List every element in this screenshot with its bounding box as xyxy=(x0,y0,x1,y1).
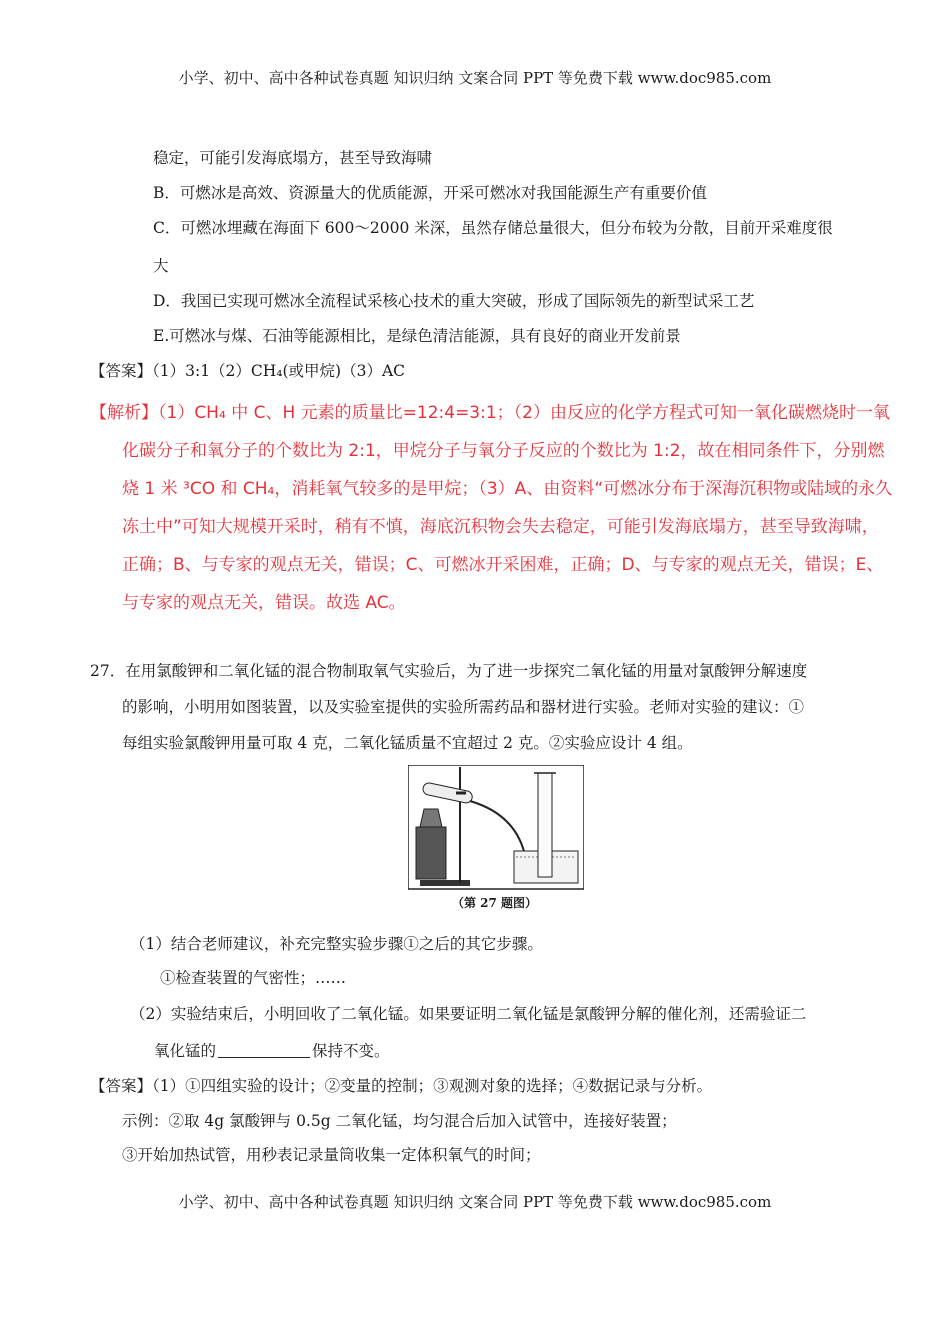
measuring-cylinder xyxy=(538,773,552,877)
q27-stem-line1: 27．在用氯酸钾和二氧化锰的混合物制取氧气实验后，为了进一步探究二氧化锰的用量对氯酸钾分解速度 xyxy=(90,662,808,680)
analysis-line: 【解析】（1）CH₄ 中 C、H 元素的质量比=12:4=3:1；（2）由反应的化学方程式可知一氧化碳燃烧时一氧 xyxy=(90,403,890,423)
option-d: D．我国已实现可燃冰全流程试采核心技术的重大突破，形成了国际领先的新型试采工艺 xyxy=(153,292,755,310)
q27-stem-line3: 每组实验氯酸钾用量可取 4 克，二氧化锰质量不宜超过 2 克。②实验应设计 4 组。 xyxy=(122,734,693,752)
answer-27-line3: ③开始加热试管，用秒表记录量筒收集一定体积氧气的时间； xyxy=(122,1146,541,1164)
option-c-line2: 大 xyxy=(153,257,169,275)
answer-27-line2: 示例：②取 4g 氯酸钾与 0.5g 二氧化锰，均匀混合后加入试管中，连接好装置； xyxy=(122,1112,677,1130)
stand-base xyxy=(420,880,470,886)
q27-sub2-line2 xyxy=(154,1041,390,1061)
option-a-continuation: 稳定，可能引发海底塌方，甚至导致海啸 xyxy=(153,149,433,167)
answer-blank[interactable] xyxy=(218,1041,310,1058)
apparatus-figure xyxy=(408,765,584,915)
flame xyxy=(420,809,442,827)
q27-sub1: （1）结合老师建议，补充完整实验步骤①之后的其它步骤。 xyxy=(130,935,543,953)
answer-27-line1: 【答案】（1）①四组实验的设计；②变量的控制；③观测对象的选择；④数据记录与分析。 xyxy=(90,1077,713,1095)
analysis-line: 正确；B、与专家的观点无关，错误；C、可燃冰开采困难，正确；D、与专家的观点无关，错误；E、 xyxy=(122,555,884,575)
analysis-line: 冻土中”可知大规模开采时，稍有不慎，海底沉积物会失去稳定，可能引发海底塌方，甚至导致海啸， xyxy=(122,517,879,537)
sub2-suffix: 保持不变。 xyxy=(312,1042,390,1060)
analysis-line: 烧 1 米 ³CO 和 CH₄，消耗氧气较多的是甲烷；（3）A、由资料“可燃冰分布于深海沉积物或陆域的永久 xyxy=(122,479,893,499)
answer-26: 【答案】（1）3:1（2）CH₄(或甲烷)（3）AC xyxy=(90,362,406,380)
option-b: B．可燃冰是高效、资源量大的优质能源，开采可燃冰对我国能源生产有重要价值 xyxy=(153,184,707,202)
option-c-line1: C．可燃冰埋藏在海面下 600～2000 米深，虽然存储总量很大，但分布较为分散，目前开采难度很 xyxy=(153,219,833,237)
option-e: E.可燃冰与煤、石油等能源相比，是绿色清洁能源，具有良好的商业开发前景 xyxy=(153,327,681,345)
lamp-block xyxy=(416,827,446,879)
page-header: 小学、初中、高中各种试卷真题 知识归纳 文案合同 PPT 等免费下载 www.doc985.com xyxy=(178,69,772,87)
q27-sub2-line1: （2）实验结束后，小明回收了二氧化锰。如果要证明二氧化锰是氯酸钾分解的催化剂，还需验证二 xyxy=(130,1005,807,1023)
q27-stem-line2: 的影响，小明用如图装置，以及实验室提供的实验所需药品和器材进行实验。老师对实验的建议：① xyxy=(122,698,805,716)
q27-sub1-step: ①检查装置的气密性；…… xyxy=(160,969,347,987)
analysis-line: 与专家的观点无关，错误。故选 AC。 xyxy=(122,593,406,613)
analysis-line: 化碳分子和氧分子的个数比为 2:1，甲烷分子与氧分子反应的个数比为 1:2，故在相同条件下，分别燃 xyxy=(122,441,885,461)
page-footer: 小学、初中、高中各种试卷真题 知识归纳 文案合同 PPT 等免费下载 www.doc985.com xyxy=(178,1193,772,1211)
sub2-prefix: 氧化锰的 xyxy=(154,1042,217,1060)
figure-caption: （第 27 题图） xyxy=(452,896,538,910)
